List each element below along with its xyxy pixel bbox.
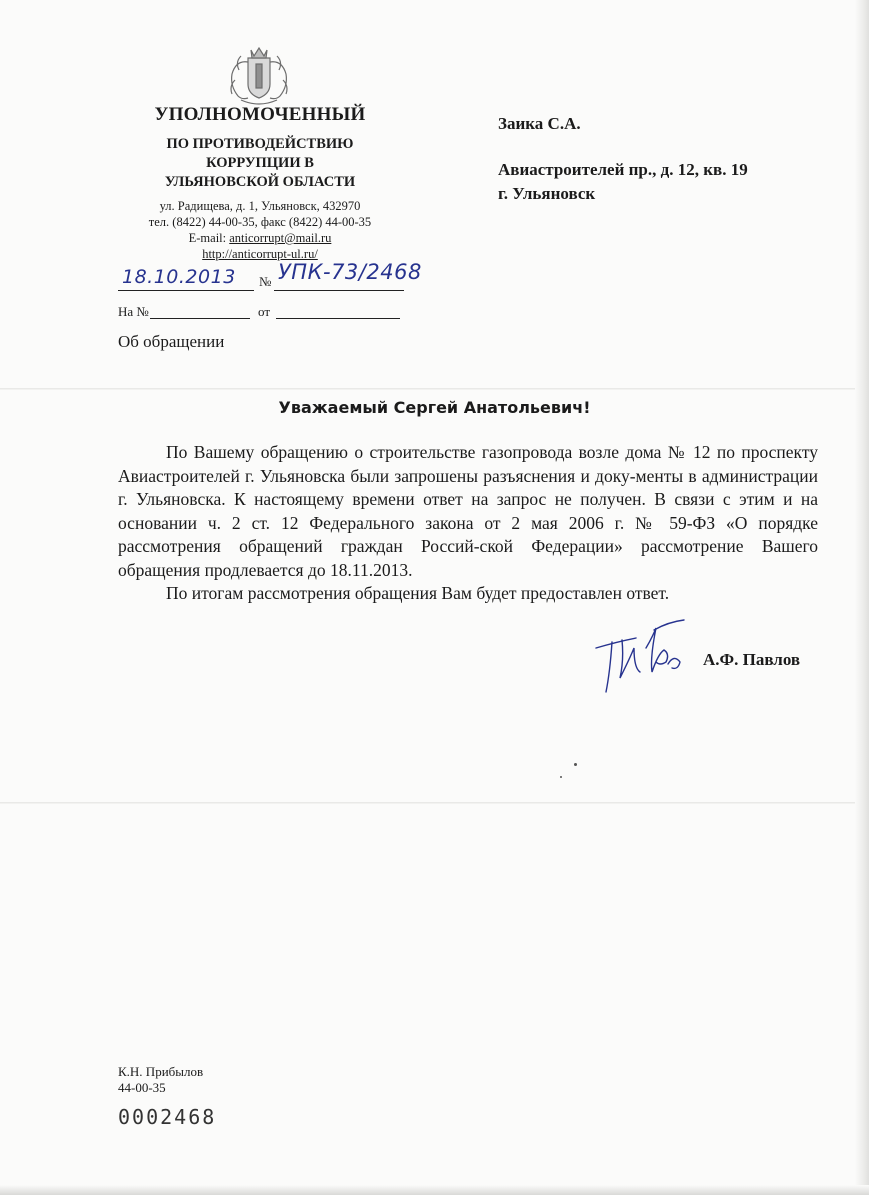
letter-body [118,441,818,606]
reply-to-label: На № [118,304,149,319]
letter-subject: Об обращении [118,332,225,351]
org-email-row [110,230,410,246]
fold-line [0,802,869,804]
paper-edge [855,0,869,1195]
org-subtitle [110,135,410,192]
body-paragraph: По Вашему обращению о строительстве газопровода возле дома № 12 по проспекту Авиастроителей г. Ульяновска были запрошены разъяснения и доку-менты в администрации г. Ульяновска. К настоящему времени ответ на запрос не получен. В связи с этим и на основании ч. 2 ст. 12 Федерального закона от 2 мая 2006 г. № 59-ФЗ «О порядке рассмотрения обращений граждан Россий-ской Федерации» рассмотрение Вашего обращения продлевается до 18.11.2013. [118,442,818,580]
registration-line [118,260,422,292]
from-underline [276,318,400,319]
reply-to-underline [150,318,250,319]
org-subtitle-line: КОРРУПЦИИ В [206,155,314,171]
paper-speck [574,763,577,766]
fold-line [0,388,869,390]
org-title: УПОЛНОМОЧЕННЫЙ [154,104,366,125]
recipient-street: Авиастроителей пр., д. 12, кв. 19 [498,160,748,179]
email-label: E-mail: [188,231,227,245]
from-label: от [258,304,271,319]
org-contacts [110,198,410,262]
registration-date: 18.10.2013 [122,266,236,288]
executor-phone: 44-00-35 [118,1080,166,1095]
website-link[interactable]: http://anticorrupt-ul.ru/ [202,247,318,261]
handwritten-signature [592,618,702,698]
org-subtitle-line: УЛЬЯНОВСКОЙ ОБЛАСТИ [164,174,356,190]
number-underline [274,290,404,291]
salutation: Уважаемый Сергей Анатольевич! [278,398,591,417]
paper-speck [560,776,562,778]
coat-of-arms-icon [221,40,297,112]
date-underline [118,290,254,291]
org-subtitle-line: ПО ПРОТИВОДЕЙСТВИЮ [166,136,354,152]
executor-block [118,1064,203,1096]
number-label: № [259,274,272,289]
recipient-name: Заика С.А. [498,114,581,133]
body-paragraph: По итогам рассмотрения обращения Вам будет предоставлен ответ. [166,583,670,603]
org-phone: тел. (8422) 44-00-35, факс (8422) 44-00-35 [148,215,372,229]
recipient-city: г. Ульяновск [498,184,596,203]
email-link[interactable]: anticorrupt@mail.ru [229,231,332,245]
serial-number: 0002468 [118,1105,217,1129]
executor-name: К.Н. Прибылов [118,1064,204,1079]
org-address: ул. Радищева, д. 1, Ульяновск, 432970 [159,199,361,213]
registration-number: УПК-73/2468 [278,260,422,284]
signatory-name: А.Ф. Павлов [703,650,801,669]
paper-edge [0,1185,869,1195]
